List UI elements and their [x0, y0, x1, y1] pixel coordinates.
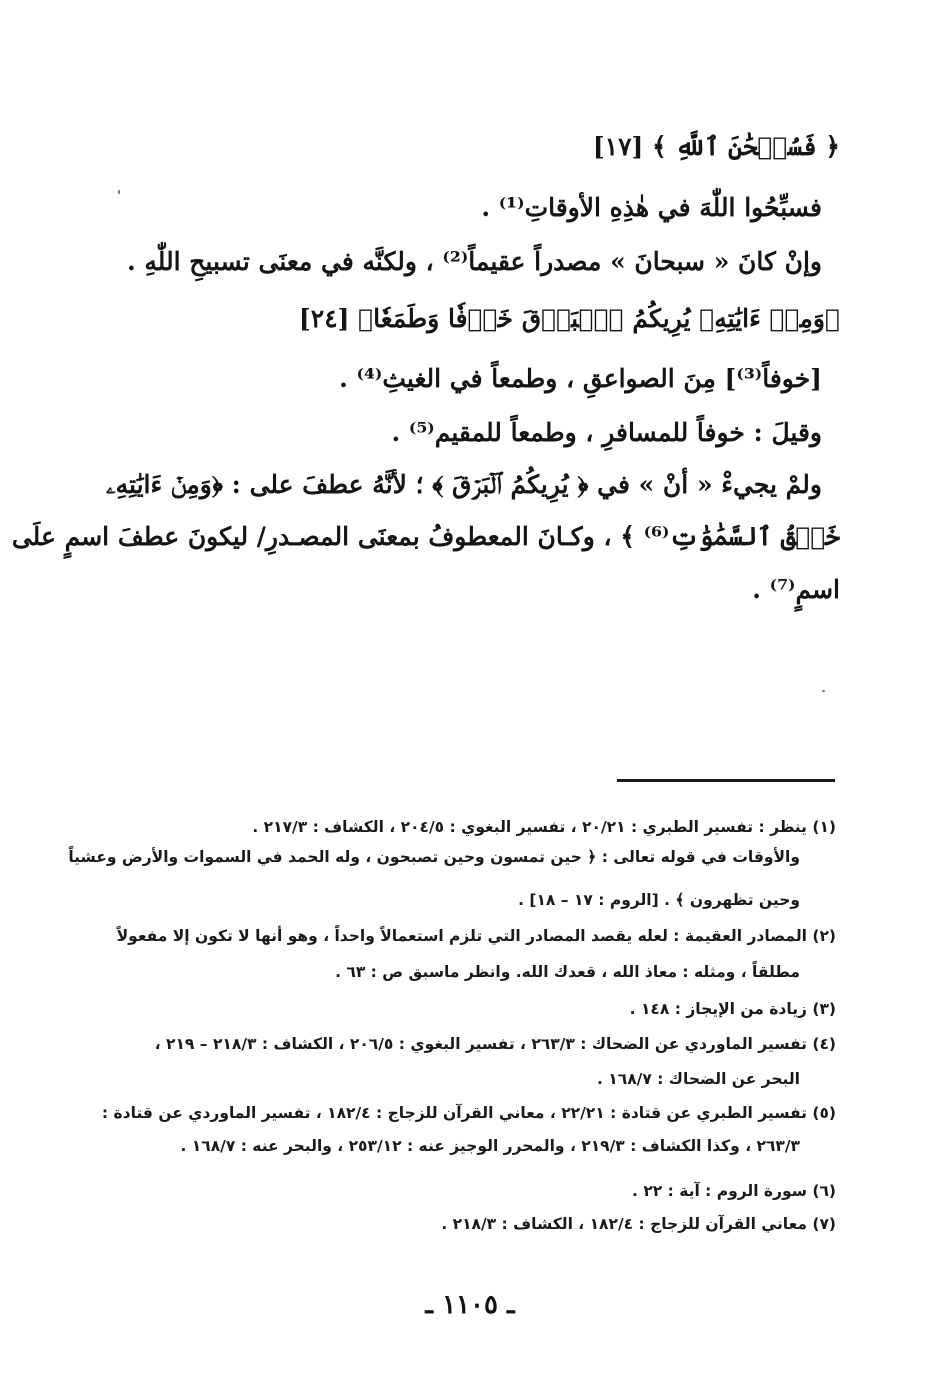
main-text-line: اسمٍ⁽⁷⁾ . [752, 575, 840, 604]
footnote-line: (٥) تفسير الطبري عن قتادة : ٢٢/٢١ ، معاني القرآن للزجاج : ١٨٢/٤ ، تفسير الماوردي عن قتادة : [101, 1104, 836, 1122]
footnote-line: ٢٦٣/٣ ، وكذا الكشاف : ٢١٩/٣ ، والمحرر الوجيز عنه : ٢٥٣/١٢ ، والبحر عنه : ١٦٨/٧ . [180, 1137, 800, 1155]
footnote-line: وحين تظهرون ﴾ . [الروم : ١٧ – ١٨] . [518, 891, 800, 909]
main-text-line: ﴿وَمِنۡ ءَايَٰتِهِۦ يُرِيكُمُ ٱلۡبَرۡقَ خَوۡفٗا وَطَمَعٗا﴾ [٢٤] [298, 304, 840, 333]
footnote-line: البحر عن الضحاك : ١٦٨/٧ . [596, 1070, 800, 1088]
main-text-line: فسبِّحُوا اللّٰهَ في هٰذِهِ الأوقاتِ⁽¹⁾ . [481, 193, 822, 222]
main-text-line: وقيلَ : خوفاً للمسافرِ ، وطمعاً للمقيم⁽⁵⁾ . [391, 418, 822, 447]
footnote-line: (٤) تفسير الماوردي عن الضحاك : ٢٦٣/٣ ، تفسير البغوي : ٢٠٦/٥ ، الكشاف : ٢١٨/٣ – ٢١٩ ، [154, 1035, 836, 1053]
footnote-line: (٧) معاني القرآن للزجاج : ١٨٢/٤ ، الكشاف : ٢١٨/٣ . [441, 1215, 836, 1233]
page-number: ـ ١١٠٥ ـ [425, 1290, 515, 1320]
footnote-line: (٢) المصادر العقيمة : لعله يقصد المصادر التي تلزم استعمالاً واحداً ، وهو أنها لا تكون إلا مفعولاً [116, 927, 836, 945]
footnote-line: (١) ينظر : تفسير الطبري : ٢٠/٢١ ، تفسير البغوي : ٢٠٤/٥ ، الكشاف : ٢١٧/٣ . [252, 818, 836, 836]
footnote-separator [617, 779, 835, 782]
footnote-line: (٦) سورة الروم : آية : ٢٢ . [632, 1182, 836, 1200]
main-text-line: [خوفاً⁽³⁾] مِنَ الصواعقِ ، وطمعاً في الغيثِ⁽⁴⁾ . [339, 364, 822, 393]
main-text-line: ﴿ فَسُبۡحَٰنَ ٱللَّهِ ﴾ [١٧] [592, 132, 840, 161]
main-text-line: ولمْ يجيءْ « أنْ » في ﴿ يُرِيكُمُ ٱلۡبَرۡقَ ﴾ ؛ لأنَّهُ عطفَ على : ﴿وَمِنۡ ءَايَٰتِهِۦ [106, 470, 822, 499]
footnote-line: مطلقاً ، ومثله : معاذ الله ، قعدك الله. وانظر ماسبق ص : ٦٣ . [335, 963, 800, 981]
scan-speck [118, 190, 120, 194]
main-text-line: خَلۡقُ ٱلسَّمَٰوَٰتِ⁽⁶⁾ ﴾ ، وكـانَ المعطوفُ بمعنَى المصـدرِ/ ليكونَ عطفَ اسمٍ علَى [11, 522, 840, 551]
scan-speck [822, 690, 825, 692]
footnote-line: (٣) زيادة من الإيجاز : ١٤٨ . [629, 1000, 836, 1018]
main-text-line: وإنْ كانَ « سبحانَ » مصدراً عقيماً⁽²⁾ ، ولكنَّه في معنَى تسبيحِ اللّٰهِ . [126, 247, 822, 276]
footnote-line: والأوقات في قوله تعالى : ﴿ حين تمسون وحين تصبحون ، وله الحمد في السموات والأرض وعشياً [68, 848, 800, 866]
